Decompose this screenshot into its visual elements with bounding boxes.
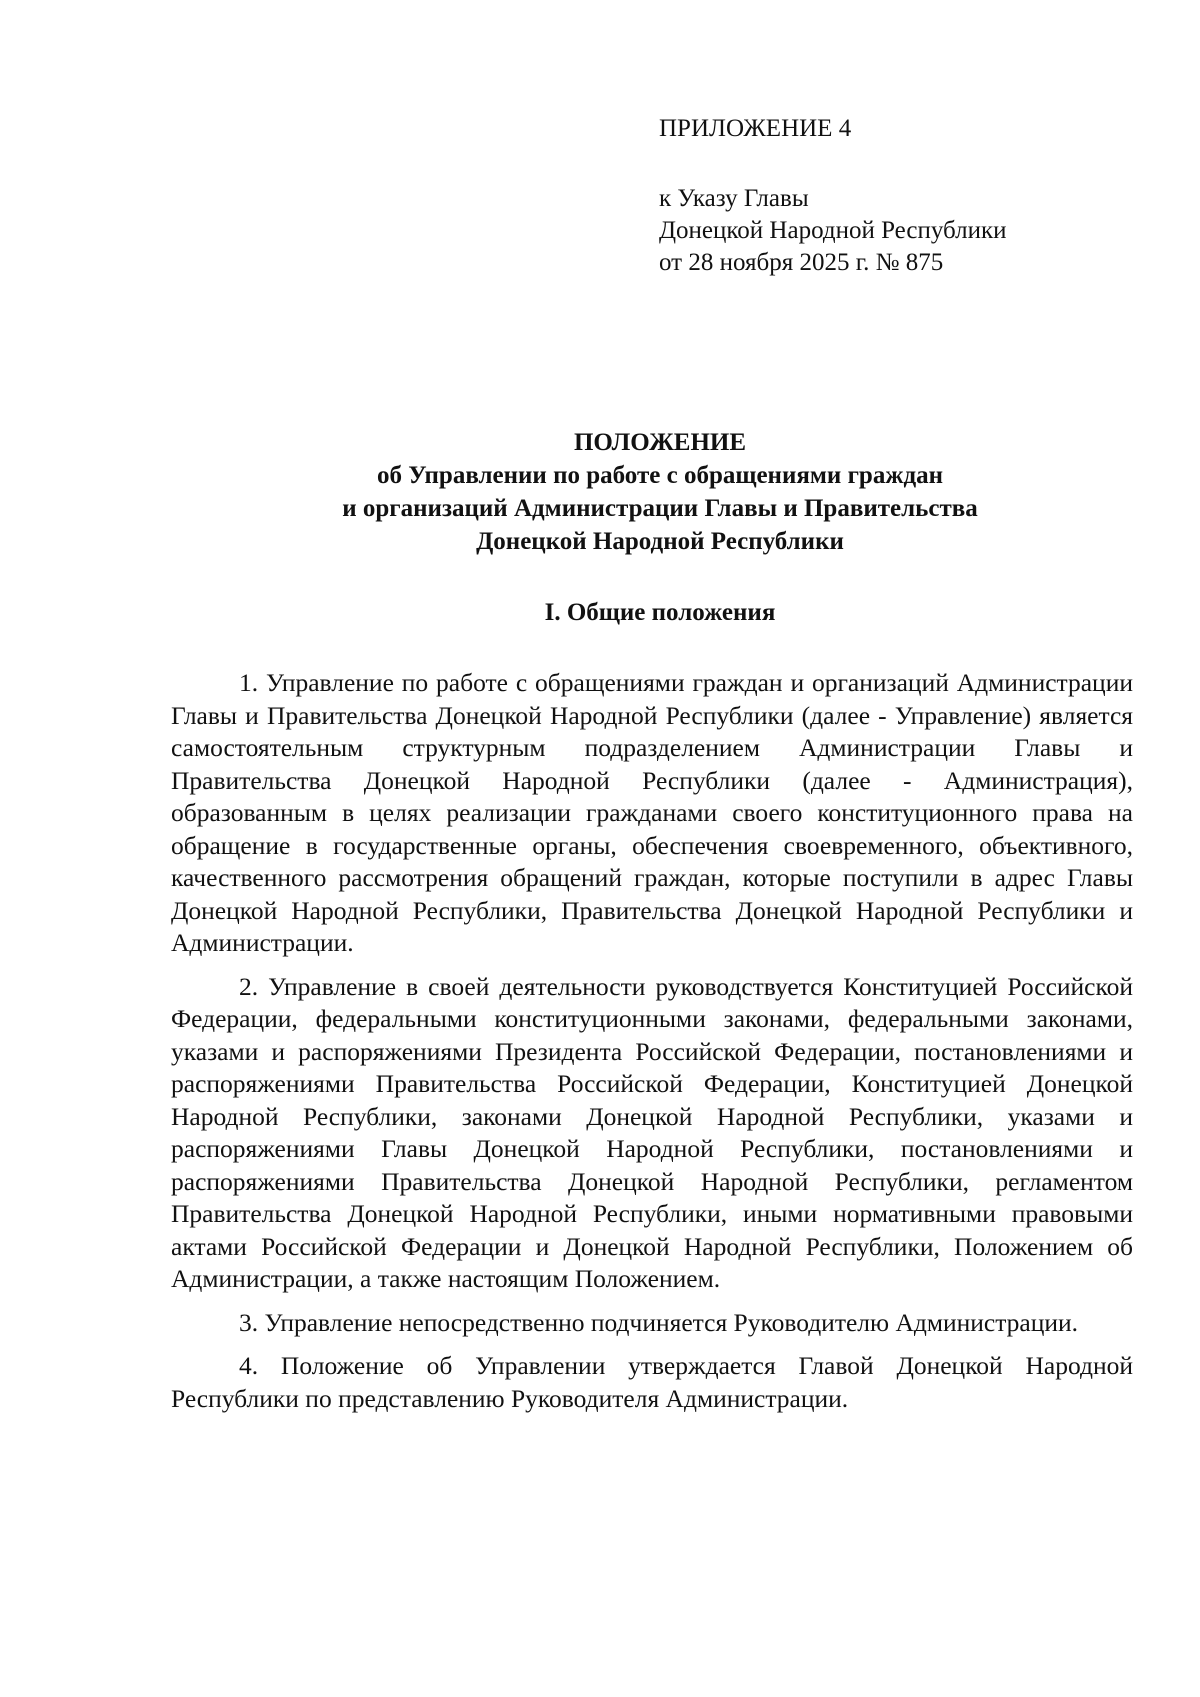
title-line: Донецкой Народной Республики [476,528,844,555]
appendix-line: к Указу Главы [659,185,809,212]
appendix-title: ПРИЛОЖЕНИЕ 4 [659,115,852,142]
appendix-line: от 28 ноября 2025 г. № 875 [659,249,944,276]
title-line: об Управлении по работе с обращениями граждан [376,462,944,489]
section-heading: I. Общие положения [544,599,776,626]
appendix-line: Донецкой Народной Республики [659,217,1007,244]
appendix-header [659,113,1007,279]
document-body [171,667,1133,1426]
paragraph: 2. Управление в своей деятельности руководствуется Конституцией Российской Федерации, федеральными конституционными законами, федеральными законами, указами и распоряжениями Президента Российской Федерации, постановлениями и распоряжениями Правительства Российской Федерации, Конституцией Донецкой Народной Республики, законами Донецкой Народной Республики, указами и распоряжениями Главы Донецкой Народной Республики, постановлениями и распоряжениями Правительства Донецкой Народной Республики, регламентом Правительства Донецкой Народной Республики, иными нормативными правовыми актами Российской Федерации и Донецкой Народной Республики, Положением об Администрации, а также настоящим Положением. [171,971,1133,1293]
paragraph: 4. Положение об Управлении утверждается Главой Донецкой Народной Республики по представлению Руководителя Администрации. [171,1351,1133,1413]
title-line: и организаций Администрации Главы и Правительства [342,495,978,522]
paragraph: 3. Управление непосредственно подчиняется Руководителю Администрации. [239,1307,1079,1337]
title-line: ПОЛОЖЕНИЕ [573,429,747,456]
paragraph: 1. Управление по работе с обращениями граждан и организаций Администрации Главы и Правительства Донецкой Народной Республики (далее - Управление) является самостоятельным структурным подразделением Администрации Главы и Правительства Донецкой Народной Республики (далее - Администрация), образованным в целях реализации гражданами своего конституционного права на обращение в государственные органы, обеспечения своевременного, объективного, качественного рассмотрения обращений граждан, которые поступили в адрес Главы Донецкой Народной Республики, Правительства Донецкой Народной Республики и Администрации. [171,668,1133,957]
document-title [150,426,1170,558]
